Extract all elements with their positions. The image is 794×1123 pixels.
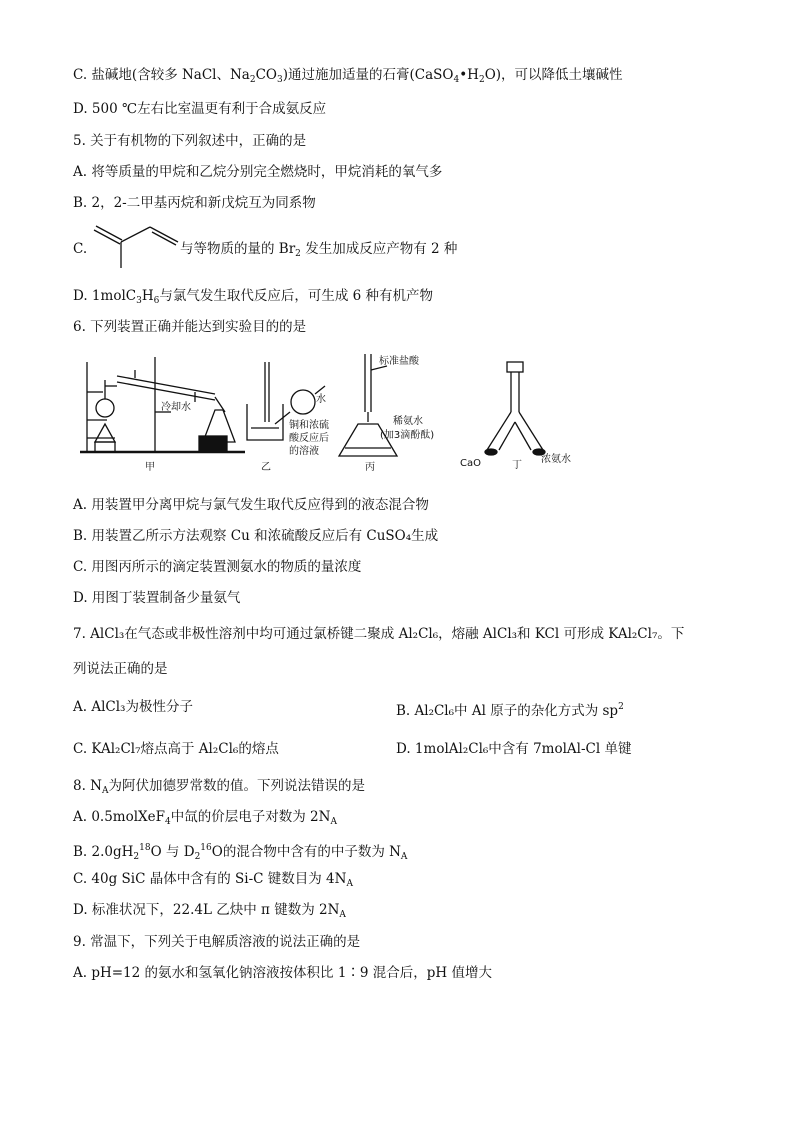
q6-option-d: D. 用图丁装置制备少量氨气 bbox=[73, 590, 241, 606]
label-cu-3: 的溶液 bbox=[289, 446, 319, 457]
q8-option-a bbox=[73, 808, 337, 831]
superscript: 2 bbox=[618, 702, 624, 712]
label-cu-2: 酸反应后 bbox=[289, 433, 329, 444]
label-bing: 丙 bbox=[365, 462, 375, 473]
subscript: A bbox=[400, 852, 408, 862]
q7-option-a: A. AlCl₃为极性分子 bbox=[73, 699, 193, 715]
q8-opta-text: 中氙的价层电子对数为 2N bbox=[170, 809, 331, 825]
q8-optc-text: C. 40g SiC 晶体中含有的 Si-C 键数目为 4N bbox=[73, 871, 347, 887]
label-conc-ammonia: 浓氨水 bbox=[541, 454, 571, 465]
subscript: 2 bbox=[478, 75, 485, 85]
q5-option-d bbox=[73, 287, 433, 310]
subscript: A bbox=[101, 786, 109, 796]
subscript: 2 bbox=[249, 75, 256, 85]
q4-optc-text: CO bbox=[255, 67, 277, 83]
q5-optd-text: D. 1molC bbox=[73, 288, 137, 304]
label-cu-1: 铜和浓硫 bbox=[289, 420, 329, 431]
q4-optc-text: C. 盐碱地(含较多 NaCl、Na bbox=[73, 67, 250, 83]
subscript: 4 bbox=[453, 75, 460, 85]
q4-option-d: D. 500 ℃左右比室温更有利于合成氨反应 bbox=[73, 101, 327, 117]
q9-option-a: A. pH=12 的氨水和氢氧化钠溶液按体积比 1∶9 混合后，pH 值增大 bbox=[73, 965, 492, 981]
label-cao: CaO bbox=[460, 458, 481, 469]
q5-optc-text bbox=[180, 240, 457, 263]
q8-stem bbox=[73, 777, 365, 800]
q5-option-a: A. 将等质量的甲烷和乙烷分别完全燃烧时，甲烷消耗的氧气多 bbox=[73, 164, 443, 180]
superscript: 16 bbox=[200, 843, 212, 853]
q6-option-a: A. 用装置甲分离甲烷与氯气发生取代反应得到的液态混合物 bbox=[73, 497, 429, 513]
superscript: 18 bbox=[139, 843, 151, 853]
q4-optc-text: O)，可以降低土壤碱性 bbox=[484, 67, 623, 83]
label-phenolphthalein: (加3滴酚酞) bbox=[380, 430, 435, 441]
subscript: A bbox=[330, 817, 337, 827]
subscript: 2 bbox=[133, 852, 140, 862]
q8-option-c bbox=[73, 870, 353, 893]
q8-option-b bbox=[73, 839, 407, 866]
q7-option-b bbox=[396, 698, 624, 720]
label-yi: 乙 bbox=[261, 462, 271, 473]
q8-stem-text: 8. N bbox=[73, 778, 102, 794]
q5-optd-text: H bbox=[141, 288, 154, 304]
q8-opta-text: A. 0.5molXeF bbox=[73, 809, 166, 825]
q7-optb-text: B. Al₂Cl₆中 Al 原子的杂化方式为 sp bbox=[396, 703, 619, 719]
subscript: 6 bbox=[153, 296, 160, 306]
q8-option-d bbox=[73, 901, 346, 924]
q6-stem: 6. 下列装置正确并能达到实验目的的是 bbox=[73, 319, 307, 335]
subscript: 2 bbox=[295, 249, 301, 259]
q5-stem: 5. 关于有机物的下列叙述中，正确的是 bbox=[73, 133, 307, 149]
subscript: 4 bbox=[165, 817, 171, 827]
subscript: 2 bbox=[194, 852, 201, 862]
q5-optc-label: C. bbox=[73, 241, 88, 257]
q7-option-d: D. 1molAl₂Cl₆中含有 7molAl-Cl 单键 bbox=[396, 741, 632, 757]
label-dilute-ammonia: 稀氨水 bbox=[393, 416, 423, 427]
q7-option-c: C. KAl₂Cl₇熔点高于 Al₂Cl₆的熔点 bbox=[73, 741, 279, 757]
apparatus-figure bbox=[75, 352, 615, 474]
q6-option-c: C. 用图丙所示的滴定装置测氨水的物质的量浓度 bbox=[73, 559, 362, 575]
q8-optb-text: B. 2.0gH bbox=[73, 844, 134, 860]
subscript: A bbox=[339, 910, 346, 920]
label-ding: 丁 bbox=[512, 460, 522, 471]
label-jia: 甲 bbox=[145, 462, 155, 473]
q8-optd-text: D. 标准状况下，22.4L 乙炔中 π 键数为 2N bbox=[73, 902, 340, 918]
q5-optc-part: 与等物质的量的 Br bbox=[180, 241, 296, 257]
q7-stem-1: 7. AlCl₃在气态或非极性溶剂中均可通过氯桥键二聚成 Al₂Cl₆，熔融 AlCl₃和 KCl 可形成 KAl₂Cl₇。下 bbox=[73, 626, 685, 642]
q4-optc-text: )通过施加适量的石膏(CaSO bbox=[282, 67, 454, 83]
subscript: 3 bbox=[136, 296, 142, 306]
subscript: 3 bbox=[277, 75, 283, 85]
q6-option-b: B. 用装置乙所示方法观察 Cu 和浓硫酸反应后有 CuSO₄生成 bbox=[73, 528, 439, 544]
q8-optb-text: O的混合物中含有的中子数为 N bbox=[211, 844, 401, 860]
q9-stem: 9. 常温下，下列关于电解质溶液的说法正确的是 bbox=[73, 934, 361, 950]
q4-option-c bbox=[73, 66, 623, 89]
q5-optc-part: 发生加成反应产物有 2 种 bbox=[300, 241, 458, 257]
isoprene-structure bbox=[92, 222, 182, 272]
q8-stem-text: 为阿伏加德罗常数的值。下列说法错误的是 bbox=[108, 778, 365, 794]
q5-option-c bbox=[73, 240, 87, 258]
q7-stem-2: 列说法正确的是 bbox=[73, 661, 168, 677]
q8-optb-text: O 与 D bbox=[150, 844, 195, 860]
q4-optc-text: •H bbox=[459, 67, 479, 83]
label-std-hcl: 标准盐酸 bbox=[379, 356, 419, 367]
q5-option-b: B. 2，2-二甲基丙烷和新戊烷互为同系物 bbox=[73, 195, 316, 211]
label-water: 水 bbox=[316, 394, 326, 405]
q5-optd-text: 与氯气发生取代反应后，可生成 6 种有机产物 bbox=[159, 288, 434, 304]
label-cooling-water: 冷却水 bbox=[161, 402, 191, 413]
subscript: A bbox=[346, 879, 353, 889]
